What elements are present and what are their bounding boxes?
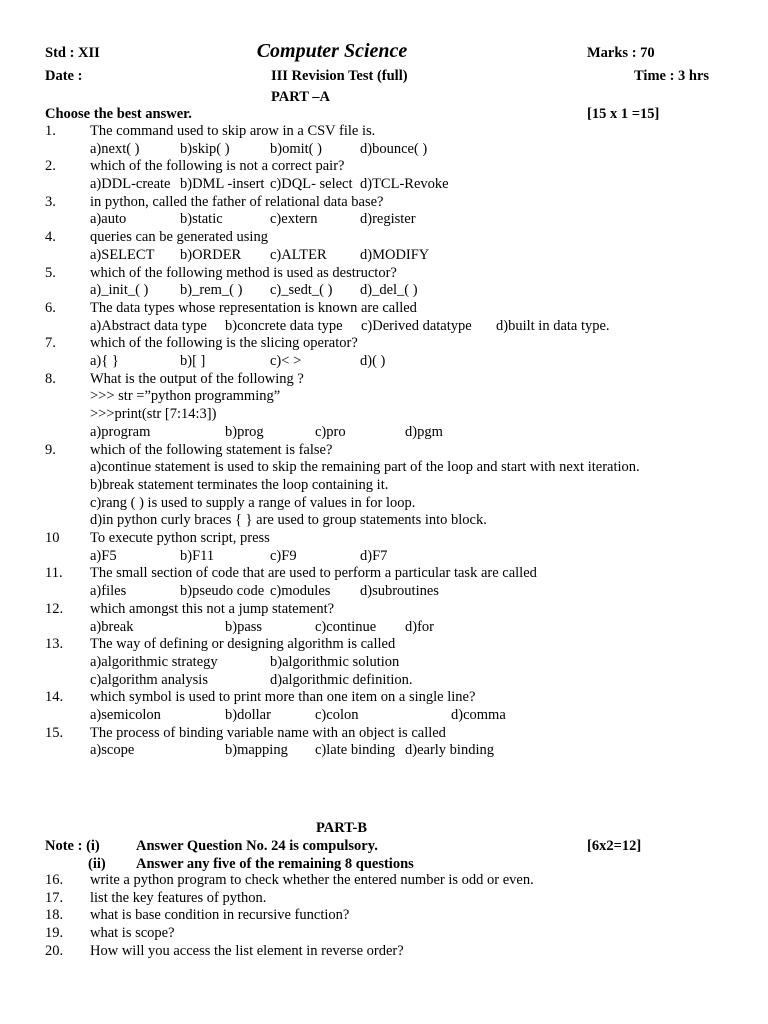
question-number: 1. (45, 123, 56, 139)
part-b-question (45, 872, 745, 890)
question-text: which of the following is not a correct pair? (90, 158, 345, 175)
question-text: The data types whose representation is known are called (90, 299, 417, 316)
note-ii-label: (ii) (88, 856, 106, 872)
options-row (90, 282, 745, 300)
question-text: which of the following is the slicing operator? (90, 335, 358, 352)
question-number: 20. (45, 942, 64, 959)
part-b-marks: [6x2=12] (587, 838, 642, 854)
part-a-marks: [15 x 1 =15] (587, 106, 660, 122)
answer-option: b)F11 (180, 547, 215, 564)
question-number: 7. (45, 335, 56, 352)
answer-option: d)_del_( ) (360, 282, 418, 299)
answer-option: c)< > (270, 353, 302, 370)
date-label: Date : (45, 68, 83, 84)
options-row (90, 424, 745, 442)
answer-option: a)next( ) (90, 140, 140, 157)
note-1-text: Answer Question No. 24 is compulsory. (136, 838, 378, 854)
statement-option: b)break statement terminates the loop containing it. (90, 476, 389, 493)
question-item (45, 265, 745, 300)
answer-option: c)DQL- select (270, 176, 353, 193)
question-item (45, 229, 745, 264)
answer-option: b)dollar (225, 707, 271, 723)
options-row (90, 654, 745, 672)
question-line (45, 158, 745, 176)
question-line (45, 601, 745, 619)
question-text: How will you access the list element in reverse order? (90, 942, 404, 959)
statement-option: d)in python curly braces { } are used to group statements into block. (90, 512, 487, 529)
options-row (90, 548, 745, 566)
question-number: 10 (45, 530, 60, 547)
answer-option: d)MODIFY (360, 246, 430, 263)
question-line (45, 689, 745, 707)
question-item (45, 194, 745, 229)
question-number: 17. (45, 889, 64, 906)
question-line (45, 530, 745, 548)
note-label: Note : (i) (45, 838, 100, 854)
question-number: 6. (45, 299, 56, 316)
statement-option: c)rang ( ) is used to supply a range of values in for loop. (90, 494, 416, 511)
options-row (90, 619, 745, 637)
question-line (45, 636, 745, 654)
answer-option: a)SELECT (90, 246, 155, 263)
statement-option: a)continue statement is used to skip the remaining part of the loop and start with next iteration. (90, 459, 640, 476)
options-row (90, 211, 745, 229)
question-item (45, 636, 745, 689)
answer-option: b)prog (225, 423, 264, 440)
answer-option: d)algorithmic definition. (270, 671, 413, 688)
answer-option: c)algorithm analysis (90, 671, 208, 688)
answer-option: b)static (180, 211, 223, 228)
question-number: 16. (45, 872, 64, 888)
code-line: >>> str =”python programming” (90, 388, 281, 405)
answer-option: c)colon (315, 707, 359, 723)
answer-option: d)early binding (405, 742, 494, 759)
answer-option: d)TCL-Revoke (360, 176, 449, 193)
question-text: which amongst this not a jump statement? (90, 600, 335, 617)
answer-option: a)F5 (90, 547, 117, 564)
instruction-text: Choose the best answer. (45, 106, 192, 122)
options-row (90, 318, 745, 336)
question-item (45, 123, 745, 158)
answer-option: b)pass (225, 618, 263, 635)
answer-option: d)for (405, 618, 434, 635)
answer-option: c)continue (315, 618, 377, 635)
question-text: The command used to skip arow in a CSV file is. (90, 123, 376, 139)
answer-option: c)extern (270, 211, 318, 228)
answer-option: d)pgm (405, 423, 443, 440)
question-number: 19. (45, 925, 64, 942)
question-text: The small section of code that are used to perform a particular task are called (90, 565, 537, 582)
question-line (45, 194, 745, 212)
question-text: queries can be generated using (90, 229, 268, 246)
answer-option: a)algorithmic strategy (90, 653, 218, 670)
part-b-heading: PART-B (316, 820, 368, 836)
question-text: The process of binding variable name with an object is called (90, 724, 446, 741)
question-item (45, 565, 745, 600)
question-number: 9. (45, 441, 56, 458)
question-text: which of the following statement is false? (90, 441, 333, 458)
answer-option: b)concrete data type (225, 317, 343, 334)
part-b-question-list (45, 872, 745, 961)
answer-option: c)F9 (270, 547, 297, 564)
question-text: what is base condition in recursive function? (90, 907, 350, 924)
question-item (45, 725, 745, 760)
answer-option: b)ORDER (180, 246, 242, 263)
question-number: 13. (45, 636, 64, 653)
question-item (45, 442, 745, 531)
options-row (90, 583, 745, 601)
question-number: 11. (45, 565, 63, 582)
options-row (90, 176, 745, 194)
question-number: 4. (45, 229, 56, 246)
answer-option: b)[ ] (180, 353, 206, 370)
question-line (45, 565, 745, 583)
answer-option: b)algorithmic solution (270, 653, 400, 670)
options-row (90, 247, 745, 265)
time-label: Time : 3 hrs (634, 68, 710, 84)
answer-option: a)files (90, 583, 127, 600)
question-line (45, 300, 745, 318)
answer-option: a)break (90, 618, 134, 635)
answer-option: d)F7 (360, 547, 388, 564)
options-row (90, 353, 745, 371)
part-b-question (45, 943, 745, 961)
question-line (45, 123, 745, 141)
question-text: which symbol is used to print more than one item on a single line? (90, 689, 476, 706)
note-2-text: Answer any five of the remaining 8 questions (136, 856, 414, 872)
question-item (45, 689, 745, 724)
question-item (45, 371, 745, 442)
question-item (45, 158, 745, 193)
options-row (90, 672, 745, 690)
answer-option: d)comma (451, 707, 506, 723)
answer-option: b)DML -insert (180, 176, 265, 193)
answer-option: a)_init_( ) (90, 282, 149, 299)
question-line (45, 265, 745, 283)
question-line (45, 229, 745, 247)
question-text: what is scope? (90, 925, 175, 942)
answer-option: a)auto (90, 211, 127, 228)
question-line (45, 371, 745, 389)
options-row (90, 707, 745, 725)
part-a-question-list (45, 123, 745, 760)
question-item (45, 601, 745, 636)
answer-option: a)Abstract data type (90, 317, 207, 334)
answer-option: a){ } (90, 353, 119, 370)
answer-option: b)omit( ) (270, 140, 322, 157)
question-number: 5. (45, 264, 56, 281)
part-b-question (45, 907, 745, 925)
question-text: To execute python script, press (90, 530, 270, 547)
answer-option: c)ALTER (270, 246, 327, 263)
answer-option: a)program (90, 423, 151, 440)
answer-option: d)subroutines (360, 583, 439, 600)
question-item (45, 335, 745, 370)
question-text: write a python program to check whether the entered number is odd or even. (90, 872, 534, 888)
answer-option: a)DDL-create (90, 176, 171, 193)
answer-option: d)bounce( ) (360, 140, 428, 157)
total-marks: Marks : 70 (587, 45, 655, 61)
part-b-question (45, 925, 745, 943)
question-number: 14. (45, 689, 64, 706)
question-text: The way of defining or designing algorithm is called (90, 636, 396, 653)
answer-option: b)mapping (225, 742, 288, 759)
question-number: 12. (45, 600, 64, 617)
question-item (45, 530, 745, 565)
question-line (45, 335, 745, 353)
part-a-heading: PART –A (271, 89, 330, 105)
answer-option: b)skip( ) (180, 140, 230, 157)
question-number: 3. (45, 193, 56, 210)
answer-option: d)built in data type. (496, 317, 610, 334)
answer-option: c)_sedt_( ) (270, 282, 333, 299)
question-line (45, 725, 745, 743)
answer-option: b)pseudo code (180, 583, 265, 600)
question-text: What is the output of the following ? (90, 370, 304, 387)
answer-option: c)Derived datatype (361, 317, 472, 334)
answer-option: d)register (360, 211, 416, 228)
question-number: 2. (45, 158, 56, 175)
question-line (45, 442, 745, 460)
answer-option: c)modules (270, 583, 331, 600)
question-text: in python, called the father of relational data base? (90, 193, 384, 210)
question-item (45, 300, 745, 335)
answer-option: c)late binding (315, 742, 396, 759)
options-row (90, 742, 745, 760)
answer-option: b)_rem_( ) (180, 282, 243, 299)
test-name: III Revision Test (full) (271, 68, 408, 84)
answer-option: a)scope (90, 742, 135, 759)
question-text: which of the following method is used as destructor? (90, 264, 397, 281)
part-b-question (45, 890, 745, 908)
question-number: 8. (45, 370, 56, 387)
answer-option: a)semicolon (90, 707, 161, 723)
options-row (90, 141, 745, 159)
answer-option: c)pro (315, 423, 346, 440)
question-number: 15. (45, 724, 64, 741)
question-number: 18. (45, 907, 64, 924)
standard-label: Std : XII (45, 45, 100, 61)
code-line: >>>print(str [7:14:3]) (90, 406, 217, 423)
question-text: list the key features of python. (90, 889, 267, 906)
page-title: Computer Science (256, 40, 408, 62)
answer-option: d)( ) (360, 353, 386, 370)
